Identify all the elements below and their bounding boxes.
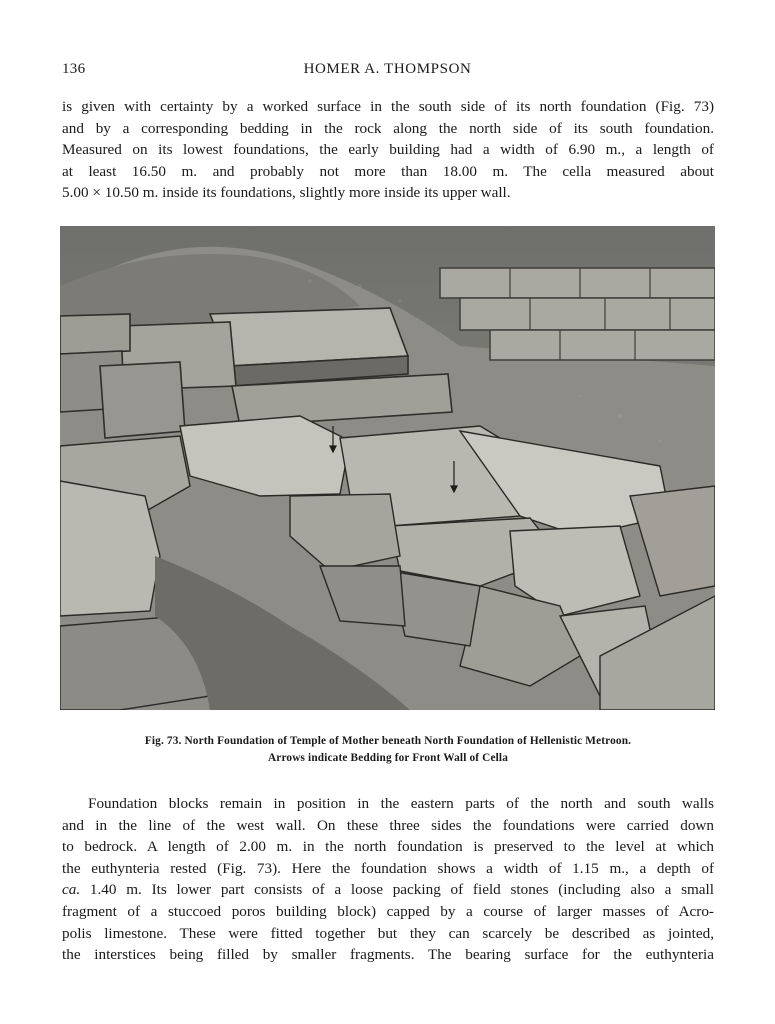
caption-text: North Foundation of Temple of Mother beneath North Foundation of Hellenistic Metroon. [184, 735, 632, 747]
text-line: Measured on its lowest foundations, the early building had a width of 6.90 m., a length of [62, 141, 714, 159]
text-line: the euthynteria rested (Fig. 73). Here the foundation shows a width of 1.15 m., a depth of [62, 859, 714, 877]
paragraph-intro [62, 96, 714, 204]
foundation-photo [60, 226, 715, 710]
text-line: fragment of a stuccoed poros building block) capped by a course of larger masses of Acro- [62, 902, 714, 920]
figure-label: Fig. 73. [144, 735, 182, 747]
figure-photograph [60, 226, 715, 710]
figure-caption [62, 733, 714, 767]
caption-line: Arrows indicate Bedding for Front Wall of Cella [268, 752, 508, 764]
text-line: to bedrock. A length of 2.00 m. in the north foundation is preserved to the level at which [62, 838, 714, 856]
text-line: and by a corresponding bedding in the rock along the north side of its south foundation. [62, 119, 714, 137]
abbrev-circa: ca. [62, 881, 81, 899]
text-line: and in the line of the west wall. On these three sides the foundations were carried down [62, 816, 714, 834]
page-number: 136 [62, 61, 86, 77]
text-line: is given with certainty by a worked surface in the south side of its north foundation (Fig. 73) [62, 98, 714, 115]
text-span: 1.40 m. Its lower part consists of a loose packing of field stones (including also a small [80, 881, 714, 899]
paragraph-foundation [62, 793, 714, 966]
text-line: polis limestone. These were fitted together but they can scarcely be described as jointed, [62, 924, 714, 942]
running-head: HOMER A. THOMPSON [303, 61, 472, 77]
text-line [62, 879, 714, 901]
text-line: at least 16.50 m. and probably not more than 18.00 m. The cella measured about [62, 162, 714, 180]
text-line: 5.00 × 10.50 m. inside its foundations, slightly more inside its upper wall. [62, 184, 511, 202]
text-line: Foundation blocks remain in position in the eastern parts of the north and south walls [88, 795, 714, 812]
caption-line [62, 733, 714, 750]
text-line: the interstices being filled by smaller fragments. The bearing surface for the euthynteria [62, 946, 714, 964]
